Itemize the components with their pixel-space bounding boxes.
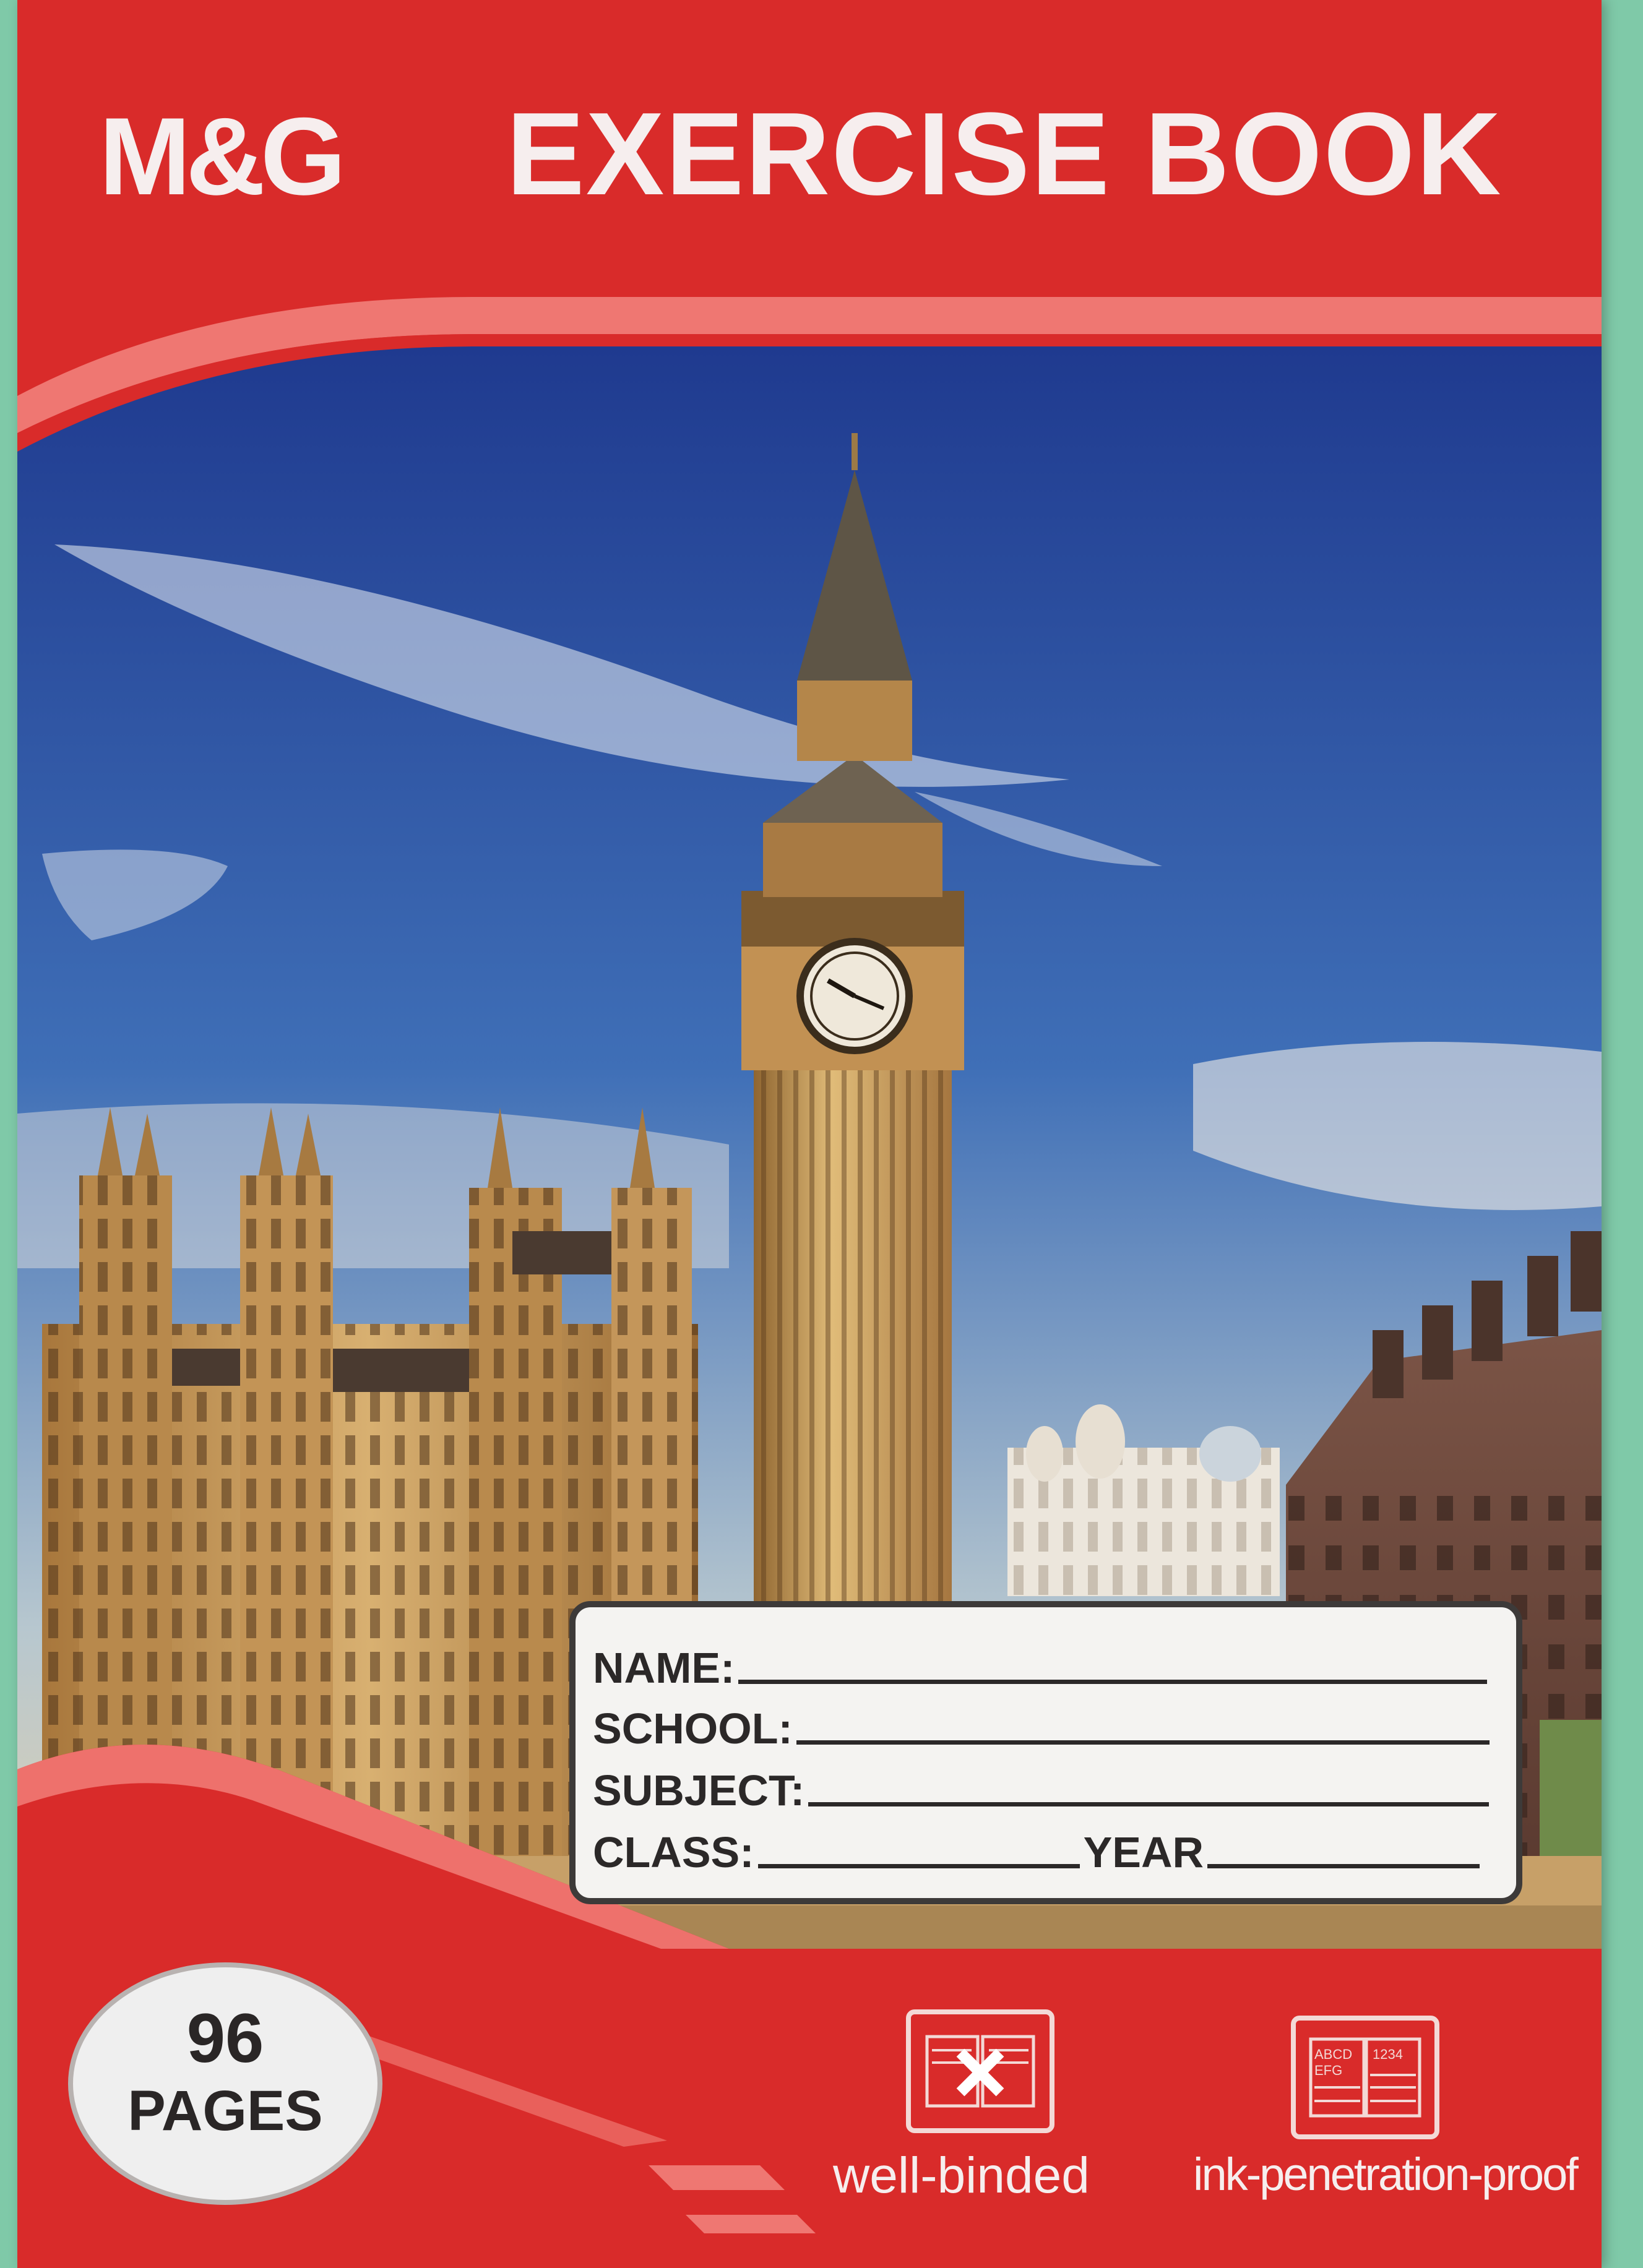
icon-text-1234: 1234 — [1373, 2047, 1403, 2062]
year-label: YEAR — [1083, 1828, 1204, 1876]
name-write-line[interactable] — [738, 1680, 1487, 1684]
class-label: CLASS: — [593, 1828, 754, 1876]
subject-label: SUBJECT: — [593, 1766, 805, 1815]
feature-label-well-binded: well-binded — [833, 2147, 1090, 2204]
feature-label-ink-proof: ink-penetration-proof — [1193, 2149, 1577, 2200]
icon-text-abcd: ABCD — [1314, 2047, 1353, 2062]
cover-artwork — [17, 0, 1602, 2268]
name-label-box — [569, 1601, 1522, 1904]
class-year-row — [593, 1824, 1480, 1877]
open-book-icon — [1291, 2016, 1439, 2139]
year-write-line[interactable] — [1207, 1864, 1480, 1868]
subject-write-line[interactable] — [808, 1802, 1489, 1806]
school-label: SCHOOL: — [593, 1704, 793, 1753]
cover-title: EXERCISE BOOK — [506, 88, 1503, 220]
school-row — [593, 1700, 1490, 1753]
page-unit: PAGES — [127, 2079, 323, 2142]
page-count-badge — [68, 1962, 382, 2205]
x-book-icon — [906, 2009, 1054, 2133]
brand-logo: M&G — [99, 95, 342, 218]
page-count: 96 — [186, 2000, 264, 2077]
exercise-book-cover — [17, 0, 1602, 2268]
icon-text-efg: EFG — [1314, 2063, 1343, 2078]
name-row — [593, 1639, 1487, 1693]
subject-row — [593, 1762, 1489, 1815]
school-write-line[interactable] — [796, 1740, 1490, 1745]
name-label: NAME: — [593, 1644, 735, 1692]
class-write-line[interactable] — [758, 1864, 1080, 1868]
